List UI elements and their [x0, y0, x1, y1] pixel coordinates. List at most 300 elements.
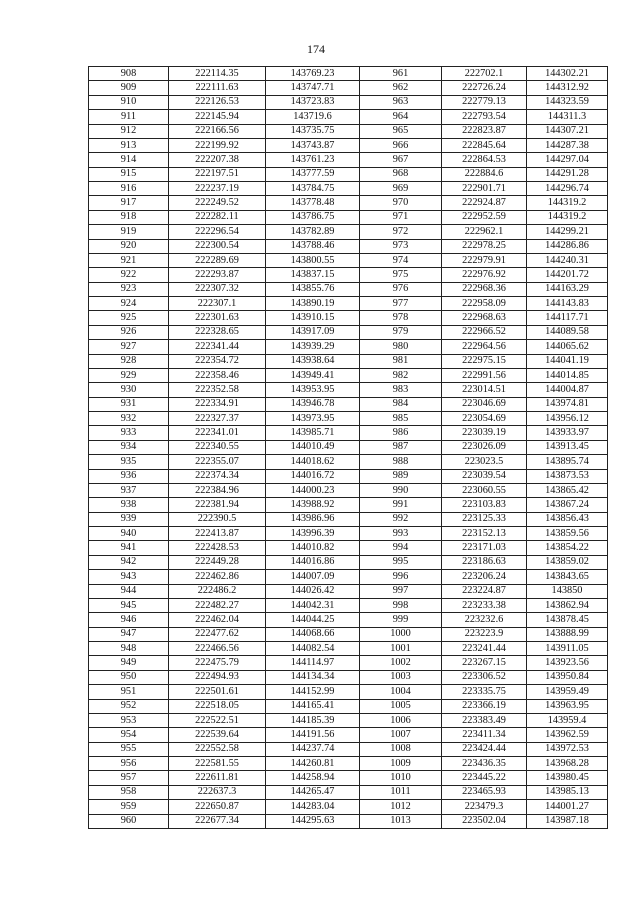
table-row [89, 541, 608, 555]
x-coordinate-cell: 222779.13 [442, 95, 527, 109]
x-coordinate-cell: 222611.81 [169, 771, 266, 785]
y-coordinate-cell: 144307.21 [527, 124, 608, 138]
x-coordinate-cell: 222111.63 [169, 81, 266, 95]
table-row [89, 412, 608, 426]
table-row [89, 282, 608, 296]
y-coordinate-cell: 143949.41 [266, 368, 360, 382]
y-coordinate-cell: 143865.42 [527, 483, 608, 497]
point-number-cell: 917 [89, 196, 169, 210]
x-coordinate-cell: 223241.44 [442, 642, 527, 656]
table-row [89, 210, 608, 224]
point-number-cell: 938 [89, 498, 169, 512]
x-coordinate-cell: 222952.59 [442, 210, 527, 224]
point-number-cell: 1012 [360, 800, 442, 814]
point-number-cell: 943 [89, 570, 169, 584]
point-number-cell: 958 [89, 785, 169, 799]
point-number-cell: 924 [89, 297, 169, 311]
y-coordinate-cell: 143923.56 [527, 656, 608, 670]
y-coordinate-cell: 143895.74 [527, 455, 608, 469]
point-number-cell: 975 [360, 268, 442, 282]
y-coordinate-cell: 144299.21 [527, 225, 608, 239]
y-coordinate-cell: 143786.75 [266, 210, 360, 224]
x-coordinate-cell: 222381.94 [169, 498, 266, 512]
x-coordinate-cell: 222975.15 [442, 354, 527, 368]
y-coordinate-cell: 144001.27 [527, 800, 608, 814]
point-number-cell: 998 [360, 598, 442, 612]
y-coordinate-cell: 144114.97 [266, 656, 360, 670]
table-row [89, 297, 608, 311]
y-coordinate-cell: 144191.56 [266, 728, 360, 742]
table-row [89, 268, 608, 282]
point-number-cell: 996 [360, 570, 442, 584]
y-coordinate-cell: 144258.94 [266, 771, 360, 785]
point-number-cell: 961 [360, 67, 442, 81]
point-number-cell: 942 [89, 555, 169, 569]
x-coordinate-cell: 222390.5 [169, 512, 266, 526]
x-coordinate-cell: 222968.36 [442, 282, 527, 296]
y-coordinate-cell: 143854.22 [527, 541, 608, 555]
point-number-cell: 920 [89, 239, 169, 253]
x-coordinate-cell: 222845.64 [442, 138, 527, 152]
point-number-cell: 950 [89, 670, 169, 684]
table-row [89, 527, 608, 541]
table-row [89, 354, 608, 368]
table-row [89, 584, 608, 598]
x-coordinate-cell: 222428.53 [169, 541, 266, 555]
y-coordinate-cell: 143855.76 [266, 282, 360, 296]
y-coordinate-cell: 143850 [527, 584, 608, 598]
x-coordinate-cell: 222552.58 [169, 742, 266, 756]
point-number-cell: 974 [360, 253, 442, 267]
y-coordinate-cell: 144323.59 [527, 95, 608, 109]
point-number-cell: 969 [360, 182, 442, 196]
y-coordinate-cell: 143987.18 [527, 814, 608, 828]
y-coordinate-cell: 144302.21 [527, 67, 608, 81]
point-number-cell: 990 [360, 483, 442, 497]
point-number-cell: 970 [360, 196, 442, 210]
point-number-cell: 946 [89, 613, 169, 627]
table-row [89, 555, 608, 569]
point-number-cell: 913 [89, 138, 169, 152]
point-number-cell: 926 [89, 325, 169, 339]
table-row [89, 196, 608, 210]
x-coordinate-cell: 222976.92 [442, 268, 527, 282]
table-row [89, 512, 608, 526]
point-number-cell: 947 [89, 627, 169, 641]
x-coordinate-cell: 222301.63 [169, 311, 266, 325]
y-coordinate-cell: 143985.71 [266, 426, 360, 440]
point-number-cell: 948 [89, 642, 169, 656]
y-coordinate-cell: 143956.12 [527, 412, 608, 426]
x-coordinate-cell: 222341.44 [169, 340, 266, 354]
table-row [89, 670, 608, 684]
x-coordinate-cell: 222864.53 [442, 153, 527, 167]
y-coordinate-cell: 144117.71 [527, 311, 608, 325]
y-coordinate-cell: 143972.53 [527, 742, 608, 756]
x-coordinate-cell: 223267.15 [442, 656, 527, 670]
y-coordinate-cell: 144260.81 [266, 757, 360, 771]
x-coordinate-cell: 222518.05 [169, 699, 266, 713]
x-coordinate-cell: 222650.87 [169, 800, 266, 814]
y-coordinate-cell: 144082.54 [266, 642, 360, 656]
y-coordinate-cell: 144044.25 [266, 613, 360, 627]
y-coordinate-cell: 143959.49 [527, 685, 608, 699]
y-coordinate-cell: 143782.89 [266, 225, 360, 239]
y-coordinate-cell: 144026.42 [266, 584, 360, 598]
table-row [89, 81, 608, 95]
x-coordinate-cell: 222199.92 [169, 138, 266, 152]
y-coordinate-cell: 143910.15 [266, 311, 360, 325]
y-coordinate-cell: 143788.46 [266, 239, 360, 253]
y-coordinate-cell: 144016.72 [266, 469, 360, 483]
x-coordinate-cell: 223233.38 [442, 598, 527, 612]
x-coordinate-cell: 222374.34 [169, 469, 266, 483]
y-coordinate-cell: 143996.39 [266, 527, 360, 541]
y-coordinate-cell: 143913.45 [527, 440, 608, 454]
point-number-cell: 977 [360, 297, 442, 311]
x-coordinate-cell: 223054.69 [442, 412, 527, 426]
x-coordinate-cell: 222300.54 [169, 239, 266, 253]
y-coordinate-cell: 143837.15 [266, 268, 360, 282]
x-coordinate-cell: 222249.52 [169, 196, 266, 210]
coordinates-table-body [89, 67, 608, 829]
table-row [89, 124, 608, 138]
table-row [89, 225, 608, 239]
x-coordinate-cell: 223039.19 [442, 426, 527, 440]
x-coordinate-cell: 222823.87 [442, 124, 527, 138]
x-coordinate-cell: 223383.49 [442, 713, 527, 727]
table-row [89, 383, 608, 397]
y-coordinate-cell: 143980.45 [527, 771, 608, 785]
x-coordinate-cell: 222307.32 [169, 282, 266, 296]
table-row [89, 440, 608, 454]
y-coordinate-cell: 143777.59 [266, 167, 360, 181]
x-coordinate-cell: 222358.46 [169, 368, 266, 382]
x-coordinate-cell: 223171.03 [442, 541, 527, 555]
table-row [89, 498, 608, 512]
x-coordinate-cell: 222968.63 [442, 311, 527, 325]
x-coordinate-cell: 222539.64 [169, 728, 266, 742]
point-number-cell: 979 [360, 325, 442, 339]
x-coordinate-cell: 223014.51 [442, 383, 527, 397]
point-number-cell: 1000 [360, 627, 442, 641]
point-number-cell: 930 [89, 383, 169, 397]
point-number-cell: 918 [89, 210, 169, 224]
x-coordinate-cell: 222702.1 [442, 67, 527, 81]
x-coordinate-cell: 222979.91 [442, 253, 527, 267]
point-number-cell: 1004 [360, 685, 442, 699]
point-number-cell: 949 [89, 656, 169, 670]
point-number-cell: 994 [360, 541, 442, 555]
table-row [89, 483, 608, 497]
x-coordinate-cell: 223465.93 [442, 785, 527, 799]
point-number-cell: 989 [360, 469, 442, 483]
y-coordinate-cell: 144165.41 [266, 699, 360, 713]
point-number-cell: 953 [89, 713, 169, 727]
y-coordinate-cell: 143946.78 [266, 397, 360, 411]
x-coordinate-cell: 222126.53 [169, 95, 266, 109]
table-row [89, 771, 608, 785]
y-coordinate-cell: 143859.02 [527, 555, 608, 569]
table-row [89, 728, 608, 742]
point-number-cell: 959 [89, 800, 169, 814]
y-coordinate-cell: 143917.09 [266, 325, 360, 339]
y-coordinate-cell: 143988.92 [266, 498, 360, 512]
table-row [89, 110, 608, 124]
y-coordinate-cell: 143974.81 [527, 397, 608, 411]
point-number-cell: 940 [89, 527, 169, 541]
y-coordinate-cell: 144201.72 [527, 268, 608, 282]
y-coordinate-cell: 143878.45 [527, 613, 608, 627]
point-number-cell: 915 [89, 167, 169, 181]
x-coordinate-cell: 222466.56 [169, 642, 266, 656]
point-number-cell: 944 [89, 584, 169, 598]
point-number-cell: 991 [360, 498, 442, 512]
point-number-cell: 1013 [360, 814, 442, 828]
table-row [89, 800, 608, 814]
y-coordinate-cell: 143843.65 [527, 570, 608, 584]
x-coordinate-cell: 222341.01 [169, 426, 266, 440]
y-coordinate-cell: 143747.71 [266, 81, 360, 95]
y-coordinate-cell: 143778.48 [266, 196, 360, 210]
y-coordinate-cell: 143962.59 [527, 728, 608, 742]
point-number-cell: 925 [89, 311, 169, 325]
y-coordinate-cell: 143973.95 [266, 412, 360, 426]
table-row [89, 656, 608, 670]
point-number-cell: 983 [360, 383, 442, 397]
x-coordinate-cell: 222296.54 [169, 225, 266, 239]
x-coordinate-cell: 223026.09 [442, 440, 527, 454]
point-number-cell: 980 [360, 340, 442, 354]
table-row [89, 182, 608, 196]
x-coordinate-cell: 223445.22 [442, 771, 527, 785]
table-row [89, 642, 608, 656]
y-coordinate-cell: 144240.31 [527, 253, 608, 267]
table-row [89, 311, 608, 325]
point-number-cell: 941 [89, 541, 169, 555]
x-coordinate-cell: 223306.52 [442, 670, 527, 684]
y-coordinate-cell: 143856.43 [527, 512, 608, 526]
x-coordinate-cell: 222449.28 [169, 555, 266, 569]
point-number-cell: 982 [360, 368, 442, 382]
point-number-cell: 992 [360, 512, 442, 526]
y-coordinate-cell: 143761.23 [266, 153, 360, 167]
point-number-cell: 927 [89, 340, 169, 354]
y-coordinate-cell: 143735.75 [266, 124, 360, 138]
y-coordinate-cell: 143911.05 [527, 642, 608, 656]
x-coordinate-cell: 222328.65 [169, 325, 266, 339]
point-number-cell: 1003 [360, 670, 442, 684]
point-number-cell: 1008 [360, 742, 442, 756]
x-coordinate-cell: 222924.87 [442, 196, 527, 210]
x-coordinate-cell: 223046.69 [442, 397, 527, 411]
x-coordinate-cell: 223060.55 [442, 483, 527, 497]
y-coordinate-cell: 144065.62 [527, 340, 608, 354]
point-number-cell: 954 [89, 728, 169, 742]
y-coordinate-cell: 144295.63 [266, 814, 360, 828]
x-coordinate-cell: 222307.1 [169, 297, 266, 311]
y-coordinate-cell: 143939.29 [266, 340, 360, 354]
point-number-cell: 910 [89, 95, 169, 109]
table-row [89, 340, 608, 354]
x-coordinate-cell: 223103.83 [442, 498, 527, 512]
x-coordinate-cell: 223039.54 [442, 469, 527, 483]
x-coordinate-cell: 222166.56 [169, 124, 266, 138]
coordinates-table [88, 66, 608, 829]
x-coordinate-cell: 222334.91 [169, 397, 266, 411]
point-number-cell: 987 [360, 440, 442, 454]
point-number-cell: 937 [89, 483, 169, 497]
x-coordinate-cell: 222207.38 [169, 153, 266, 167]
point-number-cell: 951 [89, 685, 169, 699]
y-coordinate-cell: 143867.24 [527, 498, 608, 512]
x-coordinate-cell: 222197.51 [169, 167, 266, 181]
table-row [89, 368, 608, 382]
y-coordinate-cell: 143959.4 [527, 713, 608, 727]
x-coordinate-cell: 222462.04 [169, 613, 266, 627]
point-number-cell: 919 [89, 225, 169, 239]
x-coordinate-cell: 223479.3 [442, 800, 527, 814]
y-coordinate-cell: 144068.66 [266, 627, 360, 641]
table-row [89, 814, 608, 828]
y-coordinate-cell: 144143.83 [527, 297, 608, 311]
table-row [89, 167, 608, 181]
x-coordinate-cell: 223125.33 [442, 512, 527, 526]
point-number-cell: 914 [89, 153, 169, 167]
point-number-cell: 988 [360, 455, 442, 469]
y-coordinate-cell: 144018.62 [266, 455, 360, 469]
y-coordinate-cell: 144296.74 [527, 182, 608, 196]
table-row [89, 455, 608, 469]
table-row [89, 325, 608, 339]
x-coordinate-cell: 223411.34 [442, 728, 527, 742]
point-number-cell: 1007 [360, 728, 442, 742]
point-number-cell: 1010 [360, 771, 442, 785]
point-number-cell: 912 [89, 124, 169, 138]
y-coordinate-cell: 144283.04 [266, 800, 360, 814]
x-coordinate-cell: 222726.24 [442, 81, 527, 95]
x-coordinate-cell: 222145.94 [169, 110, 266, 124]
table-row [89, 239, 608, 253]
x-coordinate-cell: 222966.52 [442, 325, 527, 339]
point-number-cell: 999 [360, 613, 442, 627]
x-coordinate-cell: 223424.44 [442, 742, 527, 756]
y-coordinate-cell: 144000.23 [266, 483, 360, 497]
y-coordinate-cell: 144185.39 [266, 713, 360, 727]
point-number-cell: 966 [360, 138, 442, 152]
x-coordinate-cell: 222114.35 [169, 67, 266, 81]
y-coordinate-cell: 144134.34 [266, 670, 360, 684]
y-coordinate-cell: 143784.75 [266, 182, 360, 196]
y-coordinate-cell: 143769.23 [266, 67, 360, 81]
y-coordinate-cell: 143888.99 [527, 627, 608, 641]
table-row [89, 253, 608, 267]
table-row [89, 570, 608, 584]
x-coordinate-cell: 222413.87 [169, 527, 266, 541]
x-coordinate-cell: 222501.61 [169, 685, 266, 699]
point-number-cell: 945 [89, 598, 169, 612]
x-coordinate-cell: 223232.6 [442, 613, 527, 627]
point-number-cell: 909 [89, 81, 169, 95]
y-coordinate-cell: 144007.09 [266, 570, 360, 584]
table-row [89, 138, 608, 152]
x-coordinate-cell: 222637.3 [169, 785, 266, 799]
x-coordinate-cell: 222293.87 [169, 268, 266, 282]
x-coordinate-cell: 222991.56 [442, 368, 527, 382]
x-coordinate-cell: 222486.2 [169, 584, 266, 598]
y-coordinate-cell: 144265.47 [266, 785, 360, 799]
y-coordinate-cell: 143986.96 [266, 512, 360, 526]
y-coordinate-cell: 144163.29 [527, 282, 608, 296]
table-row [89, 67, 608, 81]
point-number-cell: 929 [89, 368, 169, 382]
y-coordinate-cell: 144041.19 [527, 354, 608, 368]
y-coordinate-cell: 144319.2 [527, 210, 608, 224]
y-coordinate-cell: 143933.97 [527, 426, 608, 440]
x-coordinate-cell: 222282.11 [169, 210, 266, 224]
point-number-cell: 1006 [360, 713, 442, 727]
point-number-cell: 965 [360, 124, 442, 138]
point-number-cell: 935 [89, 455, 169, 469]
table-row [89, 598, 608, 612]
y-coordinate-cell: 143968.28 [527, 757, 608, 771]
y-coordinate-cell: 143862.94 [527, 598, 608, 612]
y-coordinate-cell: 144004.87 [527, 383, 608, 397]
x-coordinate-cell: 223335.75 [442, 685, 527, 699]
y-coordinate-cell: 143743.87 [266, 138, 360, 152]
x-coordinate-cell: 223186.63 [442, 555, 527, 569]
point-number-cell: 928 [89, 354, 169, 368]
point-number-cell: 973 [360, 239, 442, 253]
point-number-cell: 956 [89, 757, 169, 771]
point-number-cell: 995 [360, 555, 442, 569]
table-row [89, 469, 608, 483]
point-number-cell: 997 [360, 584, 442, 598]
x-coordinate-cell: 222462.86 [169, 570, 266, 584]
point-number-cell: 952 [89, 699, 169, 713]
y-coordinate-cell: 144291.28 [527, 167, 608, 181]
point-number-cell: 978 [360, 311, 442, 325]
point-number-cell: 1005 [360, 699, 442, 713]
y-coordinate-cell: 143800.55 [266, 253, 360, 267]
y-coordinate-cell: 143963.95 [527, 699, 608, 713]
x-coordinate-cell: 223223.9 [442, 627, 527, 641]
x-coordinate-cell: 222962.1 [442, 225, 527, 239]
x-coordinate-cell: 222964.56 [442, 340, 527, 354]
y-coordinate-cell: 144311.3 [527, 110, 608, 124]
y-coordinate-cell: 144319.2 [527, 196, 608, 210]
point-number-cell: 1009 [360, 757, 442, 771]
table-row [89, 742, 608, 756]
point-number-cell: 984 [360, 397, 442, 411]
x-coordinate-cell: 222384.96 [169, 483, 266, 497]
y-coordinate-cell: 144042.31 [266, 598, 360, 612]
y-coordinate-cell: 144016.86 [266, 555, 360, 569]
y-coordinate-cell: 144010.49 [266, 440, 360, 454]
x-coordinate-cell: 223224.87 [442, 584, 527, 598]
y-coordinate-cell: 143859.56 [527, 527, 608, 541]
point-number-cell: 971 [360, 210, 442, 224]
table-row [89, 397, 608, 411]
x-coordinate-cell: 222354.72 [169, 354, 266, 368]
x-coordinate-cell: 223152.13 [442, 527, 527, 541]
point-number-cell: 968 [360, 167, 442, 181]
x-coordinate-cell: 222901.71 [442, 182, 527, 196]
x-coordinate-cell: 222477.62 [169, 627, 266, 641]
x-coordinate-cell: 222237.19 [169, 182, 266, 196]
y-coordinate-cell: 144014.85 [527, 368, 608, 382]
x-coordinate-cell: 222677.34 [169, 814, 266, 828]
